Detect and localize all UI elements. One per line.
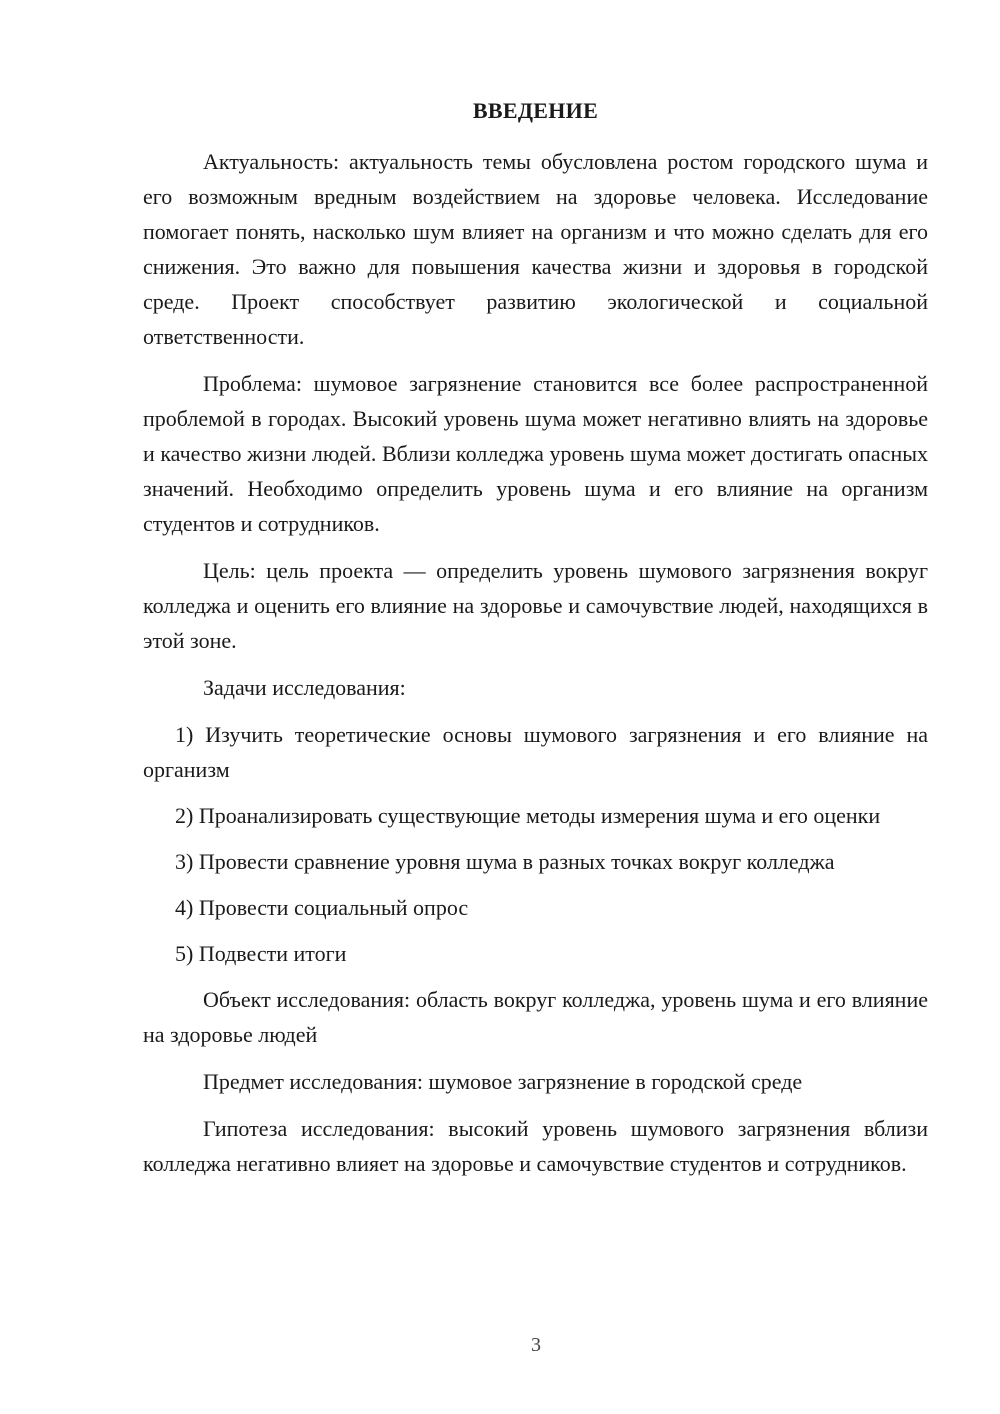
page-title: ВВЕДЕНИЕ [472,98,599,123]
list-item: 4) Провести социальный опрос [175,895,469,920]
tasks-list [143,717,928,971]
list-item: 2) Проанализировать существующие методы измерения шума и его оценки [175,803,881,828]
page-content [143,96,928,1193]
paragraph-problem: Проблема: шумовое загрязнение становится все более распространенной проблемой в городах. Высокий уровень шума может негативно влиять на здоровье и качество жизни людей. Вблизи колледжа уровень шума может достигать опасных значений. Необходимо определить уровень шума и его влияние на организм студентов и сотрудников. [143,371,928,536]
paragraph-goal: Цель: цель проекта — определить уровень шумового загрязнения вокруг колледжа и оценить его влияние на здоровье и самочувствие людей, находящихся в этой зоне. [143,558,928,653]
paragraph-hypothesis: Гипотеза исследования: высокий уровень шумового загрязнения вблизи колледжа негативно влияет на здоровье и самочувствие студентов и сотрудников. [143,1116,928,1176]
tasks-heading: Задачи исследования: [203,675,406,700]
page-number: 3 [531,1334,541,1356]
list-item: 1) Изучить теоретические основы шумового загрязнения и его влияние на организм [143,722,928,782]
paragraph-object: Объект исследования: область вокруг колледжа, уровень шума и его влияние на здоровье людей [143,987,928,1047]
paragraph-relevance: Актуальность: актуальность темы обусловлена ростом городского шума и его возможным вредным воздействием на здоровье человека. Исследование помогает понять, насколько шум влияет на организм и что можно сделать для его снижения. Это важно для повышения качества жизни и здоровья в городской среде. Проект способствует развитию экологической и социальной ответственности. [143,149,928,349]
list-item: 3) Провести сравнение уровня шума в разных точках вокруг колледжа [175,849,835,874]
paragraph-subject: Предмет исследования: шумовое загрязнение в городской среде [203,1069,803,1094]
list-item: 5) Подвести итоги [175,941,347,966]
